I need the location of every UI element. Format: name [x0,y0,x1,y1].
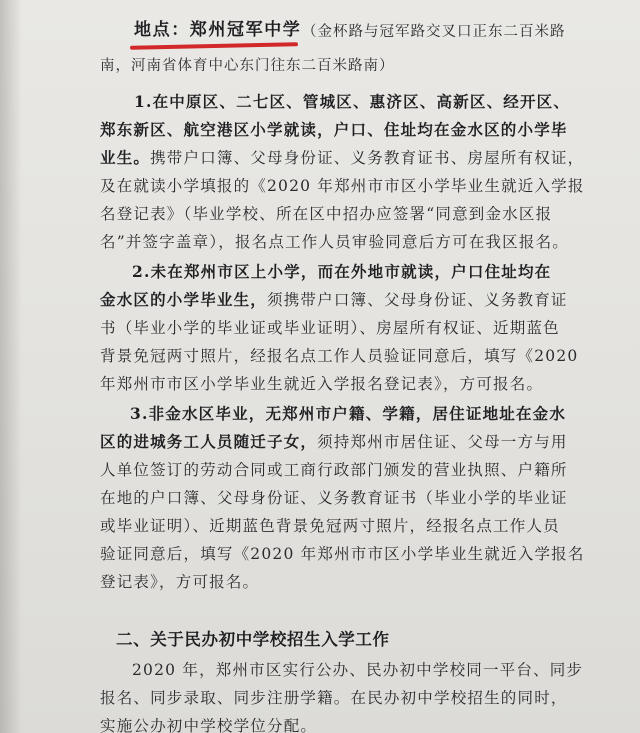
item-3-line-7 [100,572,259,592]
item-2-line-1-bold: 2.未在郑州市区上小学，而在外地市就读，户口住址均在 [132,262,552,281]
item-3-line-3-text: 人单位签订的劳动合同或工商行政部门颁发的营业执照、户籍所 [100,461,568,479]
item-2-line-2-text: 须携带户口簿、父母身份证、义务教育证 [267,291,568,309]
item-1-line-3-text: 携带户口簿、父母身份证、义务教育证书、房屋所有权证， [150,149,585,167]
item-2-line-2-bold: 金水区的小学毕业生， [100,290,268,309]
item-3-line-5 [100,516,560,536]
section-2-heading: 二、关于民办初中学校招生入学工作 [116,630,390,649]
section-2-line-2: 报名、同步录取、同步注册学籍。在民办初中学校招生的同时， [100,689,568,707]
item-1-line-6-text: 名”并签字盖章），报名点工作人员审验同意后方可在我区报名。 [100,233,569,251]
item-3-line-4 [100,488,568,508]
item-1-line-2 [100,120,568,140]
item-3-line-4-text: 在地的户口簿、父母身份证、义务教育证书（毕业小学的毕业证 [100,489,568,507]
location-address-line-1: （金杯路与冠军路交叉口正东二百米路 [302,24,566,40]
red-highlight-underline [130,42,298,50]
location-address-line-2: 南，河南省体育中心东门往东二百米路南） [100,58,395,74]
item-1-line-1 [134,92,570,112]
item-1-line-4 [100,176,585,196]
item-3-line-3 [100,460,568,480]
item-1-line-5-text: 名登记表》（毕业学校、所在区中招办应签署“同意到金水区报 [100,205,553,223]
item-3-line-5-text: 或毕业证明）、近期蓝色背景免冠两寸照片，经报名点工作人员 [100,517,560,535]
location-label: 地点：郑州冠军中学 [134,20,302,40]
item-2-line-4 [100,346,578,366]
item-3-line-6 [100,544,585,564]
item-3-line-2 [100,432,568,452]
section-2-line-1: 2020 年，郑州市区实行公办、民办初中学校同一平台、同步 [132,661,584,679]
item-1-line-5 [100,204,552,224]
item-1-line-6 [100,232,569,252]
item-1-line-2-bold: 郑东新区、航空港区小学就读，户口、住址均在金水区的小学毕 [100,120,568,139]
item-3-line-1 [130,404,566,424]
item-2-line-3 [100,318,560,338]
item-3-line-6-text: 验证同意后，填写《2020 年郑州市市区小学毕业生就近入学报名 [100,545,585,563]
item-2-line-2 [100,290,568,310]
item-3-line-2-text: 须持郑州市居住证、父母一方与用 [317,433,568,451]
section-2-line-3: 实施公办初中学校学位分配。 [100,717,318,733]
page-edge-shadow [0,0,22,733]
item-1-line-3 [100,148,584,168]
item-2-line-3-text: 书（毕业小学的毕业证或毕业证明）、房屋所有权证、近期蓝色 [100,319,560,337]
item-1-line-3-bold: 业生。 [100,148,151,167]
item-1-line-4-text: 及在就读小学填报的《2020 年郑州市市区小学毕业生就近入学报 [100,177,585,195]
item-2-line-5 [100,374,543,394]
item-2-line-1 [132,262,551,282]
item-3-line-2-bold: 区的进城务工人员随迁子女， [100,432,318,451]
item-3-line-7-text: 登记表》，方可报名。 [100,573,260,591]
item-2-line-4-text: 背景免冠两寸照片，经报名点工作人员验证同意后，填写《2020 [100,347,579,365]
item-1-line-1-bold: 1.在中原区、二七区、管城区、惠济区、高新区、经开区、 [134,92,571,111]
item-3-line-1-bold: 3.非金水区毕业，无郑州市户籍、学籍，居住证地址在金水 [130,404,567,423]
item-2-line-5-text: 年郑州市市区小学毕业生就近入学报名登记表》，方可报名。 [100,375,544,393]
